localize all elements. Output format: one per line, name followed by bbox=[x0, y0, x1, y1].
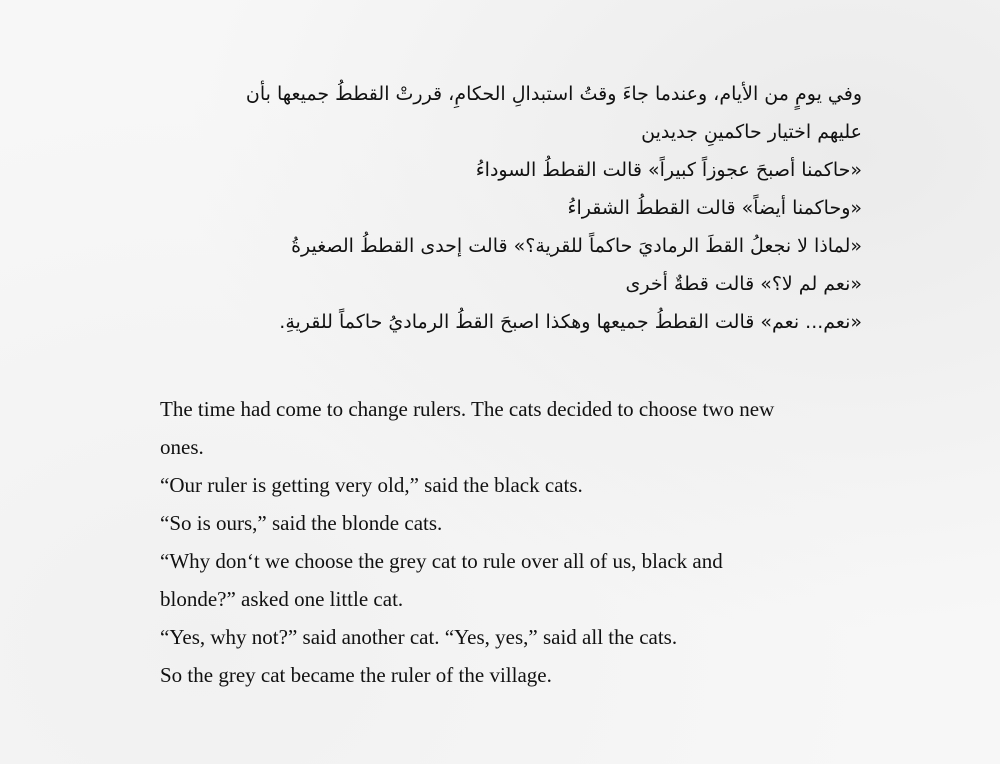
arabic-line: عليهم اختيار حاكمينِ جديدين bbox=[641, 121, 862, 143]
english-line: “So is ours,” said the blonde cats. bbox=[160, 511, 443, 535]
english-line: The time had come to change rulers. The cats decided to choose two new bbox=[160, 397, 775, 421]
arabic-line: «نعم... نعم» قالت القططُ جميعها وهكذا اصبحَ القطُ الرماديُ حاكماً للقريةِ. bbox=[279, 311, 862, 333]
english-line: “Our ruler is getting very old,” said the black cats. bbox=[160, 473, 583, 497]
english-text-block bbox=[160, 390, 860, 694]
english-line: blonde?” asked one little cat. bbox=[160, 587, 404, 611]
arabic-line: «وحاكمنا أيضاً» قالت القططُ الشقراءُ bbox=[567, 197, 862, 219]
english-line: “Why don‘t we choose the grey cat to rule over all of us, black and bbox=[160, 549, 723, 573]
arabic-line: «حاكمنا أصبحَ عجوزاً كبيراً» قالت القططُ السوداءُ bbox=[475, 159, 862, 181]
arabic-line: وفي يومٍ من الأيام، وعندما جاءَ وقتُ استبدالِ الحكامِ، قررتْ القططُ جميعها بأن bbox=[245, 83, 862, 105]
english-line: ones. bbox=[160, 435, 204, 459]
arabic-line: «لماذا لا نجعلُ القطَ الرماديَ حاكماً للقرية؟» قالت إحدى القططُ الصغيرةُ bbox=[291, 235, 862, 257]
arabic-text-block bbox=[222, 75, 862, 341]
arabic-line: «نعم لم لا؟» قالت قطةٌ أخرى bbox=[625, 273, 862, 295]
english-line: So the grey cat became the ruler of the village. bbox=[160, 663, 552, 687]
english-line: “Yes, why not?” said another cat. “Yes, yes,” said all the cats. bbox=[160, 625, 678, 649]
